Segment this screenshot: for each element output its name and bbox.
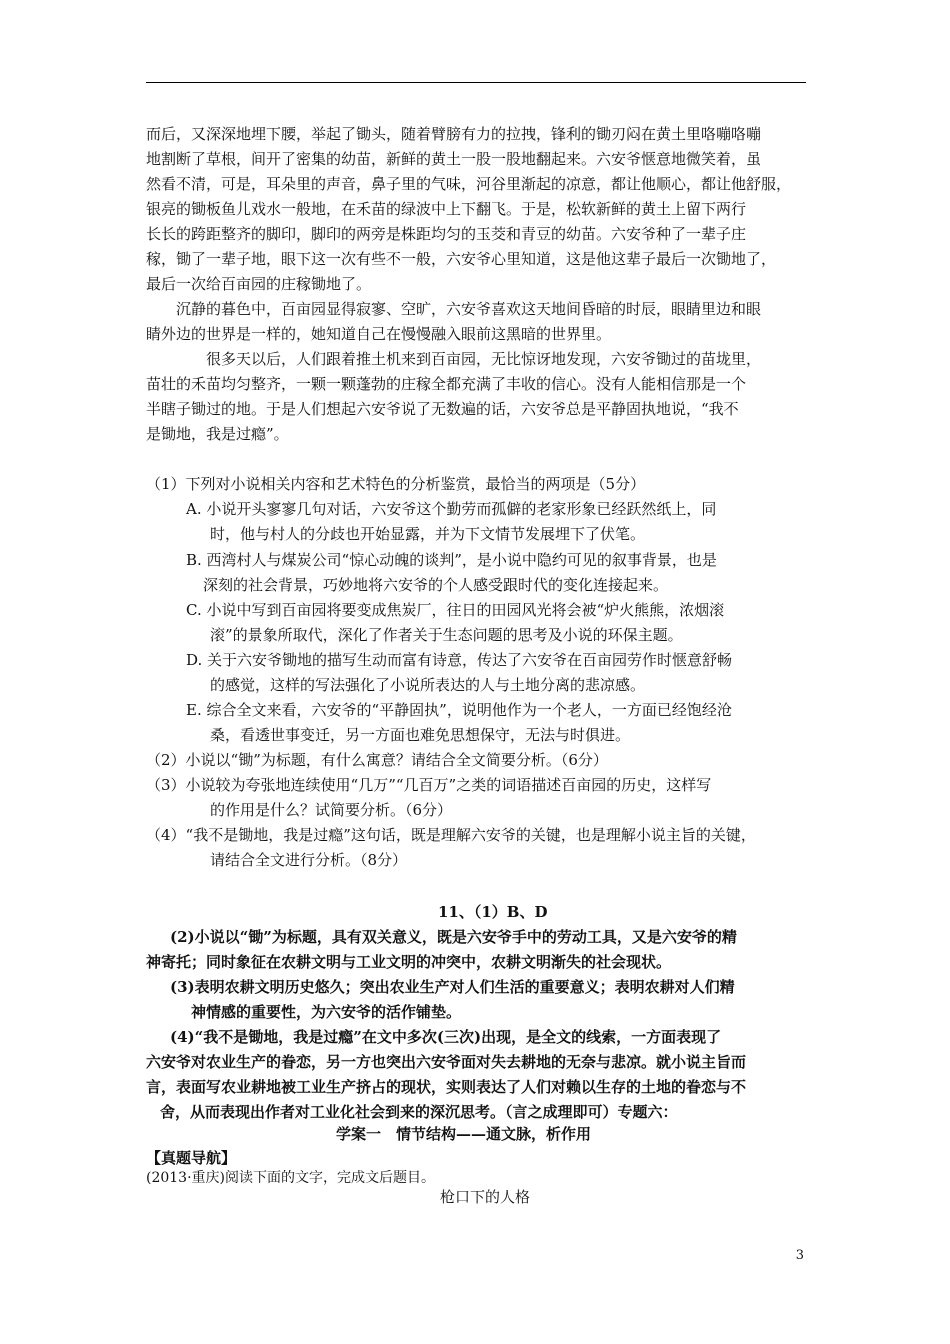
answer-2-cont: 神寄托；同时象征在农耕文明与工业文明的冲突中，农耕文明渐失的社会现状。 <box>146 953 672 971</box>
guide-intro: (2013·重庆)阅读下面的文字，完成文后题目。 <box>146 1170 436 1186</box>
passage-line: 很多天以后，人们跟着推土机来到百亩园，无比惊讶地发现，六安爷锄过的苗垅里， <box>146 350 762 368</box>
answer-4-line: 六安爷对农业生产的眷恋，另一方也突出六安爷面对失去耕地的无奈与悲凉。就小说主旨而 <box>146 1053 747 1071</box>
passage-line: 沉静的暮色中，百亩园显得寂寥、空旷，六安爷喜欢这天地间昏暗的时辰，眼睛里边和眼 <box>146 300 762 318</box>
option-a: A. 小说开头寥寥几句对话，六安爷这个勤劳而孤僻的老家形象已经跃然纸上，同 <box>186 500 717 518</box>
question-3-cont: 的作用是什么？试简要分析。（6分） <box>210 801 453 819</box>
option-a-cont: 时，他与村人的分歧也开始显露，并为下文情节发展埋下了伏笔。 <box>210 525 646 543</box>
page-number: 3 <box>795 1248 804 1263</box>
option-c: C. 小说中写到百亩园将要变成焦炭厂，往日的田园风光将会被“炉火熊熊，浓烟滚 <box>186 601 725 619</box>
answer-1: 11、（1）B、D <box>438 903 548 921</box>
option-b: B. 西湾村人与煤炭公司“惊心动魄的谈判”，是小说中隐约可见的叙事背景，也是 <box>186 551 717 569</box>
answer-4-line: 言，表面写农业耕地被工业生产挤占的现状，实则表达了人们对赖以生存的土地的眷恋与不 <box>146 1078 747 1096</box>
answer-4: (4)“我不是锄地，我是过瘾”在文中多次(三次)出现，是全文的线索，一方面表现了 <box>170 1028 722 1046</box>
passage-line: 是锄地，我是过瘾”。 <box>146 425 289 443</box>
article-title: 枪口下的人格 <box>440 1188 531 1206</box>
guide-heading: 【真题导航】 <box>146 1149 237 1167</box>
option-b-cont: 深刻的社会背景，巧妙地将六安爷的个人感受跟时代的变化连接起来。 <box>203 576 669 594</box>
option-d: D. 关于六安爷锄地的描写生动而富有诗意，传达了六安爷在百亩园劳作时惬意舒畅 <box>186 651 733 669</box>
option-d-cont: 的感觉，这样的写法强化了小说所表达的人与土地分离的悲凉感。 <box>210 676 646 694</box>
header-rule <box>146 82 806 83</box>
answer-2: (2)小说以“锄”为标题，具有双关意义，既是六安爷手中的劳动工具，又是六安爷的精 <box>170 928 737 946</box>
option-e-cont: 桑，看透世事变迁，另一方面也难免思想保守，无法与时俱进。 <box>210 726 631 744</box>
question-4: （4）“我不是锄地，我是过瘾”这句话，既是理解六安爷的关键，也是理解小说主旨的关键， <box>146 826 756 844</box>
passage-line: 稼，锄了一辈子地，眼下这一次有些不一般，六安爷心里知道，这是他这辈子最后一次锄地了， <box>146 250 777 268</box>
passage-line: 苗壮的禾苗均匀整齐，一颗一颗蓬勃的庄稼全都充满了丰收的信心。没有人能相信那是一个 <box>146 375 747 393</box>
answer-4-line: 舍，从而表现出作者对工业化社会到来的深沉思考。（言之成理即可）专题六： <box>160 1103 678 1121</box>
passage-line: 银亮的锄板鱼儿戏水一般地，在禾苗的绿波中上下翻飞。于是，松软新鲜的黄土上留下两行 <box>146 200 747 218</box>
answer-3-cont: 神情感的重要性，为六安爷的活作铺垫。 <box>191 1003 462 1021</box>
question-1: （1）下列对小说相关内容和艺术特色的分析鉴赏，最恰当的两项是（5分） <box>146 475 646 493</box>
passage-line: 然看不清，可是，耳朵里的声音，鼻子里的气味，河谷里渐起的凉意，都让他顺心，都让他舒服， <box>146 175 792 193</box>
question-2: （2）小说以“锄”为标题，有什么寓意？请结合全文简要分析。（6分） <box>146 751 608 769</box>
passage-line: 长长的跨距整齐的脚印，脚印的两旁是株距均匀的玉茭和青豆的幼苗。六安爷种了一辈子庄 <box>146 225 747 243</box>
option-c-cont: 滚”的景象所取代，深化了作者关于生态问题的思考及小说的环保主题。 <box>210 626 683 644</box>
option-e: E. 综合全文来看，六安爷的“平静固执”，说明他作为一个老人，一方面已经饱经沧 <box>186 701 732 719</box>
passage-line: 睛外边的世界是一样的，她知道自己在慢慢融入眼前这黑暗的世界里。 <box>146 325 612 343</box>
passage-line: 半瞎子锄过的地。于是人们想起六安爷说了无数遍的话，六安爷总是平静固执地说，“我不 <box>146 400 739 418</box>
passage-line: 而后，又深深地埋下腰，举起了锄头，随着臂膀有力的拉拽，锋利的锄刃闷在黄土里咯嘣咯嘣 <box>146 125 762 143</box>
passage-line: 最后一次给百亩园的庄稼锄地了。 <box>146 275 372 293</box>
section-heading: 学案一 情节结构——通文脉，析作用 <box>336 1125 592 1143</box>
answer-3: (3)表明农耕文明历史悠久；突出农业生产对人们生活的重要意义；表明农耕对人们精 <box>170 978 735 996</box>
passage <box>146 122 812 447</box>
passage-line: 地割断了草根，间开了密集的幼苗，新鲜的黄土一股一股地翻起来。六安爷惬意地微笑着，虽 <box>146 150 762 168</box>
question-3: （3）小说较为夸张地连续使用“几万”“几百万”之类的词语描述百亩园的历史，这样写 <box>146 776 712 794</box>
question-4-cont: 请结合全文进行分析。（8分） <box>210 851 408 869</box>
